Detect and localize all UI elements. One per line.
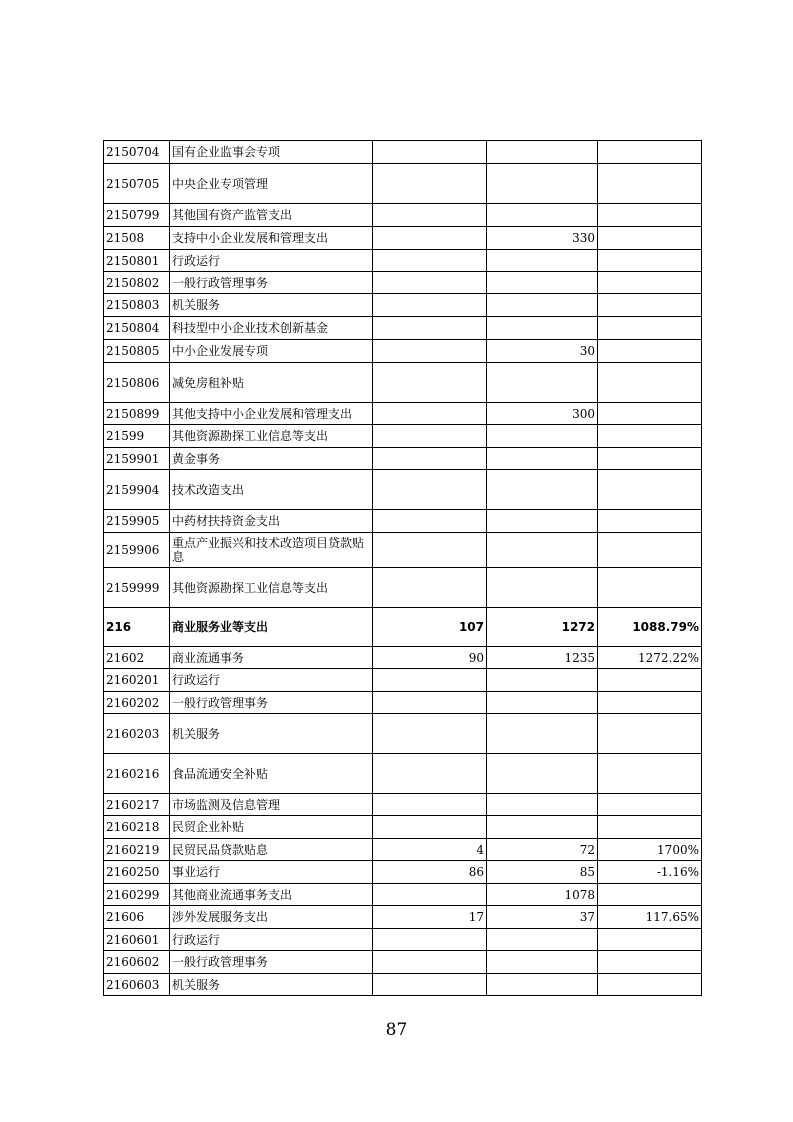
item-name-cell: 行政运行 <box>170 669 373 692</box>
current-year-value-cell <box>487 425 598 448</box>
change-percent-cell <box>598 250 702 272</box>
change-percent-cell <box>598 816 702 839</box>
current-year-value-cell <box>487 448 598 470</box>
table-row <box>104 448 702 470</box>
prior-year-value-cell <box>373 340 487 363</box>
current-year-value-cell: 72 <box>487 839 598 861</box>
table-row <box>104 974 702 996</box>
change-percent-cell: 1272.22% <box>598 647 702 669</box>
item-name-cell: 涉外发展服务支出 <box>170 906 373 929</box>
current-year-value-cell <box>487 470 598 510</box>
table-row <box>104 692 702 714</box>
table-row <box>104 141 702 164</box>
table-row <box>104 839 702 861</box>
prior-year-value-cell <box>373 510 487 533</box>
item-name-cell: 技术改造支出 <box>170 470 373 510</box>
change-percent-cell: -1.16% <box>598 861 702 884</box>
change-percent-cell: 117.65% <box>598 906 702 929</box>
item-name-cell: 中药材扶持资金支出 <box>170 510 373 533</box>
change-percent-cell <box>598 363 702 403</box>
current-year-value-cell: 300 <box>487 403 598 425</box>
prior-year-value-cell <box>373 317 487 340</box>
account-code-cell: 2159906 <box>104 533 170 568</box>
item-name-cell: 商业服务业等支出 <box>170 608 373 647</box>
table-row <box>104 714 702 754</box>
change-percent-cell <box>598 470 702 510</box>
current-year-value-cell <box>487 929 598 951</box>
prior-year-value-cell: 17 <box>373 906 487 929</box>
table-row <box>104 272 702 294</box>
item-name-cell: 黄金事务 <box>170 448 373 470</box>
change-percent-cell <box>598 272 702 294</box>
prior-year-value-cell <box>373 294 487 317</box>
change-percent-cell <box>598 951 702 974</box>
item-name-cell: 其他国有资产监管支出 <box>170 204 373 227</box>
account-code-cell: 2160218 <box>104 816 170 839</box>
change-percent-cell <box>598 714 702 754</box>
item-name-cell: 机关服务 <box>170 974 373 996</box>
change-percent-cell <box>598 692 702 714</box>
change-percent-cell: 1088.79% <box>598 608 702 647</box>
current-year-value-cell <box>487 692 598 714</box>
account-code-cell: 2150803 <box>104 294 170 317</box>
account-code-cell: 2160202 <box>104 692 170 714</box>
item-name-cell: 一般行政管理事务 <box>170 692 373 714</box>
item-name-cell: 行政运行 <box>170 250 373 272</box>
item-name-cell: 中小企业发展专项 <box>170 340 373 363</box>
item-name-cell: 支持中小企业发展和管理支出 <box>170 227 373 250</box>
current-year-value-cell: 85 <box>487 861 598 884</box>
change-percent-cell <box>598 425 702 448</box>
item-name-cell: 国有企业监事会专项 <box>170 141 373 164</box>
account-code-cell: 21508 <box>104 227 170 250</box>
table-row <box>104 204 702 227</box>
table-row <box>104 647 702 669</box>
account-code-cell: 2150806 <box>104 363 170 403</box>
table-row <box>104 227 702 250</box>
account-code-cell: 2160217 <box>104 794 170 816</box>
table-row <box>104 425 702 448</box>
current-year-value-cell: 1235 <box>487 647 598 669</box>
prior-year-value-cell <box>373 974 487 996</box>
account-code-cell: 2160299 <box>104 884 170 906</box>
account-code-cell: 21606 <box>104 906 170 929</box>
prior-year-value-cell <box>373 951 487 974</box>
prior-year-value-cell <box>373 929 487 951</box>
change-percent-cell <box>598 884 702 906</box>
prior-year-value-cell <box>373 363 487 403</box>
item-name-cell: 市场监测及信息管理 <box>170 794 373 816</box>
prior-year-value-cell <box>373 403 487 425</box>
prior-year-value-cell <box>373 227 487 250</box>
table-row <box>104 510 702 533</box>
prior-year-value-cell <box>373 425 487 448</box>
change-percent-cell <box>598 317 702 340</box>
item-name-cell: 减免房租补贴 <box>170 363 373 403</box>
prior-year-value-cell <box>373 141 487 164</box>
current-year-value-cell <box>487 754 598 794</box>
item-name-cell: 其他资源勘探工业信息等支出 <box>170 425 373 448</box>
table-row <box>104 929 702 951</box>
table-row <box>104 861 702 884</box>
account-code-cell: 2160216 <box>104 754 170 794</box>
prior-year-value-cell <box>373 164 487 204</box>
prior-year-value-cell <box>373 568 487 608</box>
table-row <box>104 884 702 906</box>
change-percent-cell <box>598 974 702 996</box>
current-year-value-cell <box>487 141 598 164</box>
item-name-cell: 商业流通事务 <box>170 647 373 669</box>
prior-year-value-cell: 4 <box>373 839 487 861</box>
table-row <box>104 669 702 692</box>
current-year-value-cell <box>487 714 598 754</box>
change-percent-cell <box>598 929 702 951</box>
table-row <box>104 317 702 340</box>
current-year-value-cell <box>487 204 598 227</box>
change-percent-cell <box>598 340 702 363</box>
account-code-cell: 2160201 <box>104 669 170 692</box>
budget-table-body <box>104 141 702 996</box>
current-year-value-cell: 330 <box>487 227 598 250</box>
account-code-cell: 216 <box>104 608 170 647</box>
table-row <box>104 340 702 363</box>
prior-year-value-cell: 107 <box>373 608 487 647</box>
item-name-cell: 其他商业流通事务支出 <box>170 884 373 906</box>
current-year-value-cell: 37 <box>487 906 598 929</box>
item-name-cell: 其他资源勘探工业信息等支出 <box>170 568 373 608</box>
item-name-cell: 中央企业专项管理 <box>170 164 373 204</box>
change-percent-cell <box>598 164 702 204</box>
account-code-cell: 2150705 <box>104 164 170 204</box>
table-row <box>104 906 702 929</box>
account-code-cell: 2150805 <box>104 340 170 363</box>
account-code-cell: 2160602 <box>104 951 170 974</box>
account-code-cell: 2150801 <box>104 250 170 272</box>
table-row <box>104 533 702 568</box>
prior-year-value-cell <box>373 470 487 510</box>
table-row <box>104 294 702 317</box>
prior-year-value-cell <box>373 816 487 839</box>
prior-year-value-cell <box>373 754 487 794</box>
current-year-value-cell <box>487 272 598 294</box>
item-name-cell: 一般行政管理事务 <box>170 272 373 294</box>
account-code-cell: 2160250 <box>104 861 170 884</box>
item-name-cell: 科技型中小企业技术创新基金 <box>170 317 373 340</box>
prior-year-value-cell <box>373 204 487 227</box>
table-row <box>104 250 702 272</box>
table-row <box>104 816 702 839</box>
prior-year-value-cell <box>373 448 487 470</box>
current-year-value-cell <box>487 363 598 403</box>
account-code-cell: 2159904 <box>104 470 170 510</box>
change-percent-cell <box>598 294 702 317</box>
change-percent-cell <box>598 204 702 227</box>
current-year-value-cell <box>487 568 598 608</box>
current-year-value-cell <box>487 669 598 692</box>
prior-year-value-cell <box>373 250 487 272</box>
table-row <box>104 403 702 425</box>
item-name-cell: 一般行政管理事务 <box>170 951 373 974</box>
account-code-cell: 2160203 <box>104 714 170 754</box>
item-name-cell: 行政运行 <box>170 929 373 951</box>
item-name-cell: 食品流通安全补贴 <box>170 754 373 794</box>
table-row <box>104 164 702 204</box>
prior-year-value-cell <box>373 794 487 816</box>
current-year-value-cell: 1272 <box>487 608 598 647</box>
item-name-cell: 机关服务 <box>170 714 373 754</box>
prior-year-value-cell: 90 <box>373 647 487 669</box>
item-name-cell: 民贸企业补贴 <box>170 816 373 839</box>
table-row <box>104 608 702 647</box>
prior-year-value-cell <box>373 533 487 568</box>
current-year-value-cell <box>487 794 598 816</box>
page-number: 87 <box>385 1020 408 1040</box>
change-percent-cell <box>598 533 702 568</box>
item-name-cell: 民贸民品贷款贴息 <box>170 839 373 861</box>
account-code-cell: 2160601 <box>104 929 170 951</box>
account-code-cell: 2150802 <box>104 272 170 294</box>
current-year-value-cell <box>487 951 598 974</box>
change-percent-cell <box>598 754 702 794</box>
prior-year-value-cell <box>373 272 487 294</box>
current-year-value-cell <box>487 250 598 272</box>
change-percent-cell <box>598 403 702 425</box>
current-year-value-cell <box>487 533 598 568</box>
current-year-value-cell <box>487 510 598 533</box>
account-code-cell: 2159901 <box>104 448 170 470</box>
current-year-value-cell <box>487 974 598 996</box>
prior-year-value-cell: 86 <box>373 861 487 884</box>
change-percent-cell <box>598 448 702 470</box>
table-row <box>104 754 702 794</box>
account-code-cell: 2160219 <box>104 839 170 861</box>
account-code-cell: 2159905 <box>104 510 170 533</box>
prior-year-value-cell <box>373 692 487 714</box>
change-percent-cell <box>598 669 702 692</box>
current-year-value-cell <box>487 164 598 204</box>
change-percent-cell <box>598 510 702 533</box>
change-percent-cell <box>598 568 702 608</box>
account-code-cell: 21599 <box>104 425 170 448</box>
account-code-cell: 2150899 <box>104 403 170 425</box>
table-row <box>104 470 702 510</box>
change-percent-cell <box>598 227 702 250</box>
account-code-cell: 2160603 <box>104 974 170 996</box>
current-year-value-cell: 30 <box>487 340 598 363</box>
budget-table <box>103 140 702 996</box>
change-percent-cell <box>598 141 702 164</box>
prior-year-value-cell <box>373 714 487 754</box>
prior-year-value-cell <box>373 669 487 692</box>
prior-year-value-cell <box>373 884 487 906</box>
account-code-cell: 2150704 <box>104 141 170 164</box>
item-name-cell: 事业运行 <box>170 861 373 884</box>
current-year-value-cell <box>487 317 598 340</box>
account-code-cell: 2150799 <box>104 204 170 227</box>
item-name-cell: 重点产业振兴和技术改造项目贷款贴息 <box>170 533 373 568</box>
current-year-value-cell <box>487 816 598 839</box>
table-row <box>104 794 702 816</box>
table-row <box>104 568 702 608</box>
current-year-value-cell <box>487 294 598 317</box>
item-name-cell: 其他支持中小企业发展和管理支出 <box>170 403 373 425</box>
change-percent-cell <box>598 794 702 816</box>
current-year-value-cell: 1078 <box>487 884 598 906</box>
change-percent-cell: 1700% <box>598 839 702 861</box>
table-row <box>104 363 702 403</box>
account-code-cell: 2159999 <box>104 568 170 608</box>
item-name-cell: 机关服务 <box>170 294 373 317</box>
account-code-cell: 2150804 <box>104 317 170 340</box>
table-row <box>104 951 702 974</box>
account-code-cell: 21602 <box>104 647 170 669</box>
